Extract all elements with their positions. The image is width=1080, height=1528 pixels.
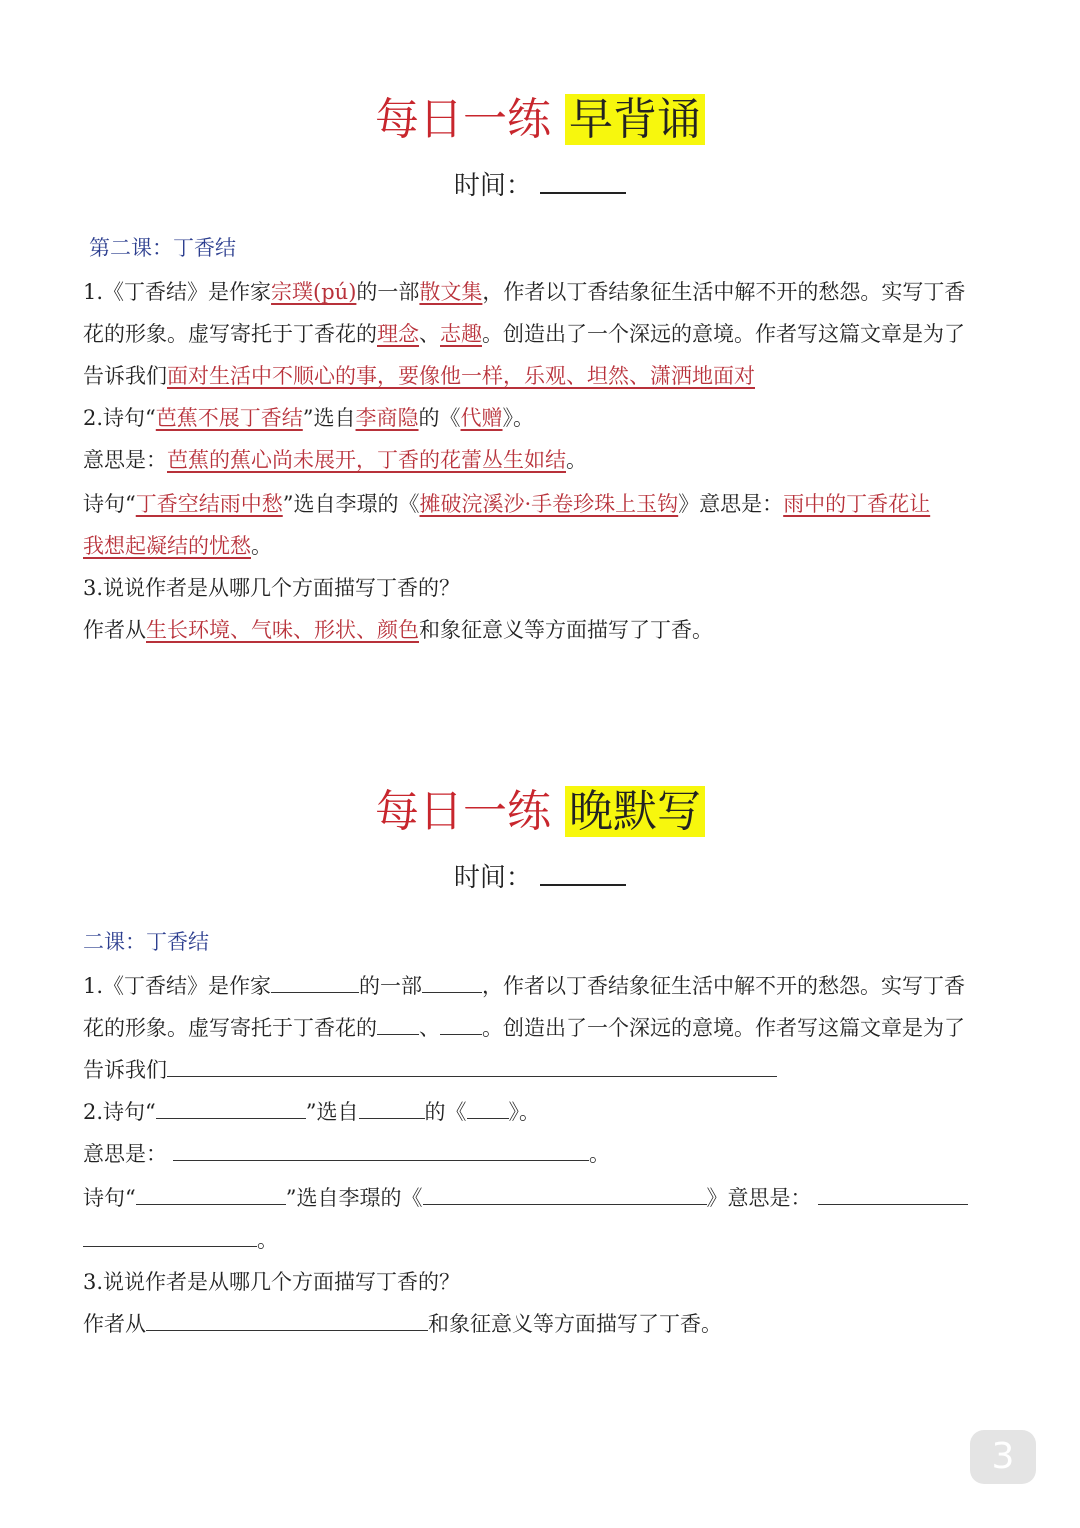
morning-q3-question: 3.说说作者是从哪几个方面描写丁香的？ <box>83 576 461 600</box>
blank-poem2-title <box>423 1184 707 1205</box>
answer-aspects: 生长环境、气味、形状、颜色 <box>146 618 419 642</box>
q2-text: 。 <box>257 1228 278 1252</box>
morning-q2-meaning <box>83 446 587 474</box>
answer-meaning: 芭蕉的蕉心尚未展开，丁香的花蕾丛生如结 <box>167 448 566 472</box>
blank-poem2 <box>136 1184 286 1205</box>
answer-idea1: 理念 <box>377 322 419 346</box>
answer-idea2: 志趣 <box>440 322 482 346</box>
answer-meaning2-cont: 我想起凝结的忧愁 <box>83 534 251 558</box>
q1-text: 告诉我们 <box>83 364 167 388</box>
blank-meaning <box>173 1140 589 1161</box>
evening-q2-line4 <box>83 1226 278 1254</box>
q3-text: 作者从 <box>83 618 146 642</box>
q1-text: ，作者以丁香结象征生活中解不开的愁怨。实写丁香 <box>482 974 966 998</box>
answer-poem-title: 代赠 <box>460 406 503 430</box>
page-number-badge: 3 <box>970 1430 1036 1484</box>
morning-q1-line1 <box>83 278 965 306</box>
q2-text: 意思是： <box>83 448 167 472</box>
evening-q3-answer-line <box>83 1310 722 1338</box>
q2-text: 》。 <box>508 1100 541 1124</box>
q1-text: 。创造出了一个深远的意境。作者写这篇文章是为了 <box>482 322 965 346</box>
morning-q3-answer-line <box>83 616 713 644</box>
blank-purpose <box>167 1056 777 1077</box>
morning-section <box>0 90 1080 206</box>
q1-text: 、 <box>419 322 440 346</box>
evening-q1-line2 <box>83 1014 965 1042</box>
q1-text: 。创造出了一个深远的意境。作者写这篇文章是为了 <box>482 1016 965 1040</box>
q1-text: 、 <box>419 1016 440 1040</box>
q2-text: ”选自 <box>305 1100 359 1124</box>
answer-author: 宗璞(pú) <box>271 280 357 304</box>
blank-genre <box>422 972 482 993</box>
blank-idea2 <box>440 1014 482 1035</box>
q3-text: 和象征意义等方面描写了丁香。 <box>419 618 713 642</box>
evening-title-main: 每日一练 <box>375 786 551 837</box>
evening-title-highlight: 晚默写 <box>565 786 705 837</box>
q3-text: 和象征意义等方面描写了丁香。 <box>428 1312 722 1336</box>
q2-text: ”选自 <box>302 406 356 430</box>
answer-genre: 散文集 <box>419 280 483 304</box>
morning-time-label: 时间： <box>453 171 532 201</box>
q2-text: 》意思是： <box>706 1186 812 1210</box>
morning-title-highlight: 早背诵 <box>565 94 705 145</box>
morning-title <box>0 90 1080 150</box>
answer-poem2: 丁香空结雨中愁 <box>135 492 283 516</box>
q2-text: ”选自李璟的《 <box>282 492 420 516</box>
evening-time-label: 时间： <box>453 863 532 893</box>
q2-text: 。 <box>589 1142 610 1166</box>
answer-purpose: 面对生活中不顺心的事，要像他一样，乐观、坦然、潇洒地面对 <box>167 364 755 388</box>
blank-poem <box>156 1098 306 1119</box>
q2-text: 》。 <box>502 406 535 430</box>
answer-meaning2: 雨中的丁香花让 <box>783 492 931 516</box>
morning-q2-line3 <box>83 490 930 518</box>
answer-poem2-title: 摊破浣溪沙·手卷珍珠上玉钩 <box>419 492 679 516</box>
morning-time-blank <box>540 166 626 194</box>
evening-q2-line1 <box>83 1098 540 1126</box>
q1-text: 1.《丁香结》是作家 <box>83 280 272 304</box>
q1-text: 花的形象。虚写寄托于丁香花的 <box>83 322 377 346</box>
evening-q2-line3 <box>83 1184 968 1212</box>
q1-text: 的一部 <box>356 280 420 304</box>
q1-text: ，作者以丁香结象征生活中解不开的愁怨。实写丁香 <box>482 280 966 304</box>
q2-text: 2.诗句“ <box>83 1100 156 1124</box>
q2-text: 意思是： <box>83 1142 167 1166</box>
q2-text: 诗句“ <box>83 492 136 516</box>
blank-meaning2 <box>818 1184 968 1205</box>
q2-text: 》意思是： <box>678 492 784 516</box>
blank-idea1 <box>377 1014 419 1035</box>
morning-q1-line2 <box>83 320 965 348</box>
evening-q3-question: 3.说说作者是从哪几个方面描写丁香的？ <box>83 1270 461 1294</box>
evening-lesson-heading: 二课：丁香结 <box>83 930 209 954</box>
q1-text: 告诉我们 <box>83 1058 167 1082</box>
blank-meaning2-cont <box>83 1226 257 1247</box>
q2-text: 的《 <box>424 1100 467 1124</box>
morning-time-row <box>0 166 1080 206</box>
evening-section <box>0 782 1080 898</box>
evening-time-row <box>0 858 1080 898</box>
q2-text: ”选自李璟的《 <box>285 1186 423 1210</box>
blank-poem-title <box>467 1098 509 1119</box>
blank-author <box>271 972 359 993</box>
q1-text: 1.《丁香结》是作家 <box>83 974 272 998</box>
answer-poem: 芭蕉不展丁香结 <box>155 406 303 430</box>
q2-text: 的《 <box>418 406 461 430</box>
morning-lesson-heading: 第二课：丁香结 <box>89 236 236 260</box>
morning-title-main: 每日一练 <box>375 94 551 145</box>
q2-text: 诗句“ <box>83 1186 136 1210</box>
evening-q1-line3 <box>83 1056 777 1084</box>
q2-text: 。 <box>251 534 272 558</box>
q2-text: 。 <box>566 448 587 472</box>
q1-text: 的一部 <box>359 974 423 998</box>
evening-q2-meaning <box>83 1140 610 1168</box>
morning-q2-line4 <box>83 532 272 560</box>
blank-poet <box>359 1098 425 1119</box>
q3-text: 作者从 <box>83 1312 146 1336</box>
morning-q1-line3 <box>83 362 755 390</box>
evening-q1-line1 <box>83 972 965 1000</box>
q1-text: 花的形象。虚写寄托于丁香花的 <box>83 1016 377 1040</box>
morning-q2-line1 <box>83 404 534 432</box>
evening-title <box>0 782 1080 842</box>
answer-poet: 李商隐 <box>355 406 419 430</box>
blank-aspects <box>146 1310 428 1331</box>
q2-text: 2.诗句“ <box>83 406 156 430</box>
evening-time-blank <box>540 858 626 886</box>
